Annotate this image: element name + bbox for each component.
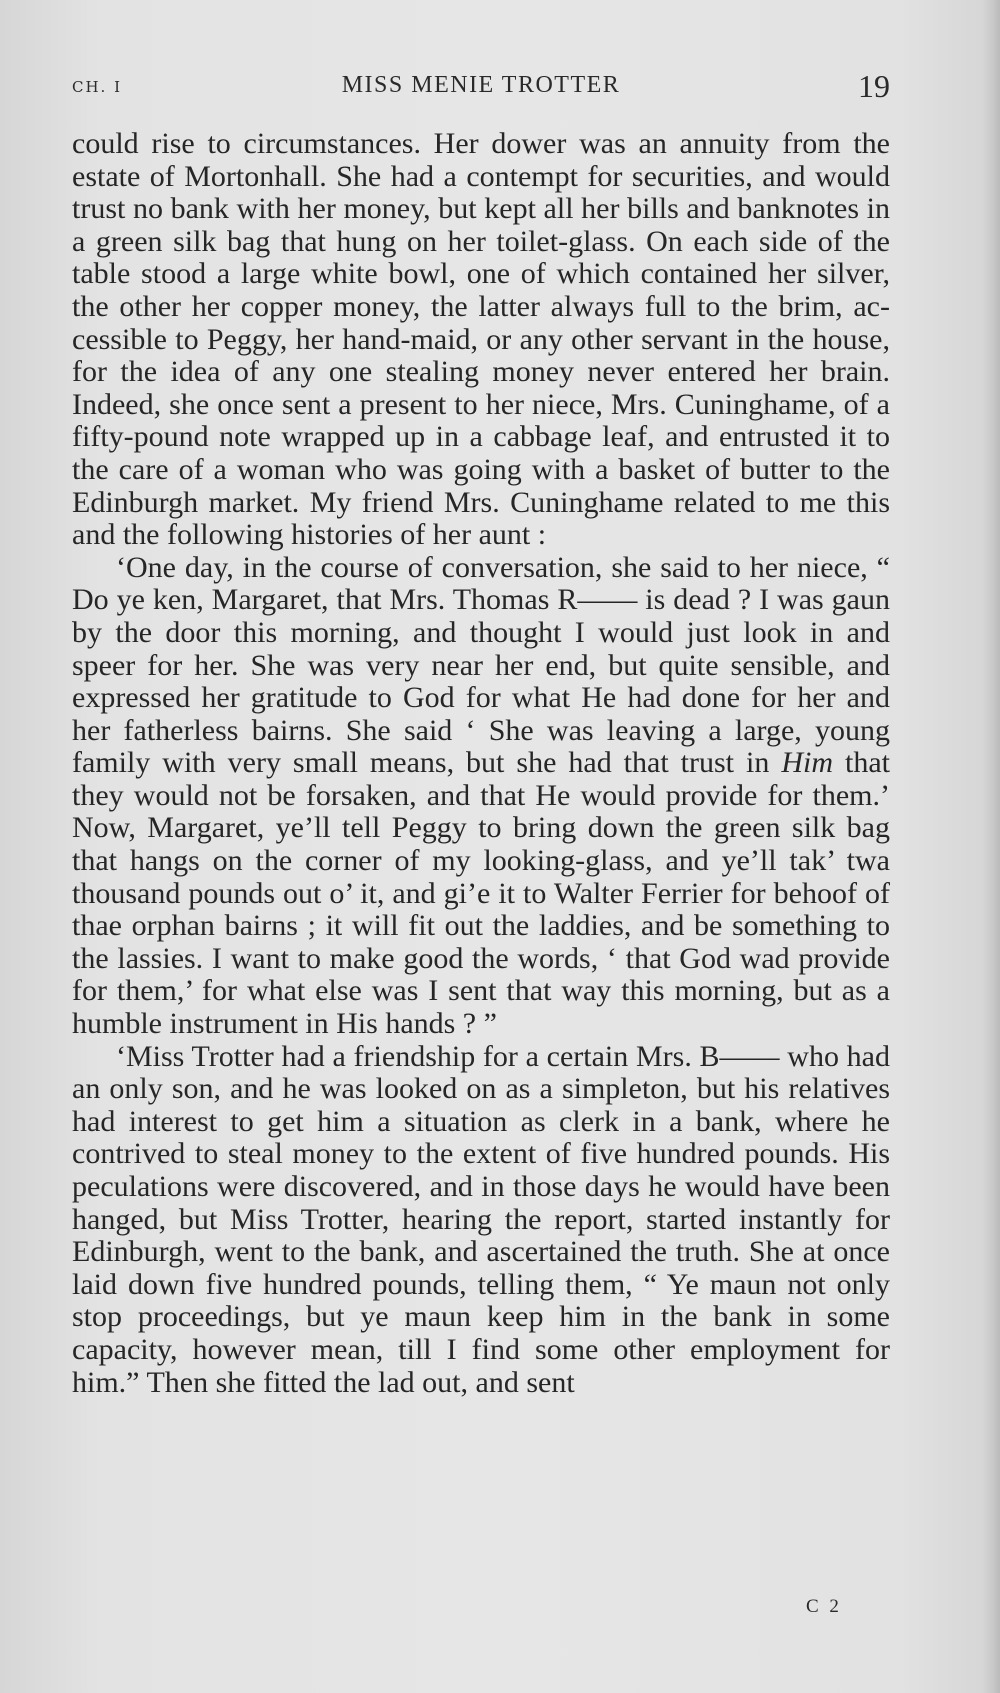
text-run: ‘One day, in the course of conversation, she said to her niece, “ Do ye ken, Margaret, that Mrs. Thomas R—— is dead ? I was gaun by the door this morning, and thought I would just look in and speer for her. She was very near her end, but quite sensible, and expressed her gratitude to God for what He had done for her and her fatherless bairns. She said ‘ She was leaving a large, young family with very small means, but she had that trust in [72,550,890,780]
text-run: could rise to circumstances. Her dower was an annuity from the estate of Mortonhall. She had a contempt for securities, and would trust no bank with her money, but kept all her bills and banknotes in a green silk bag that hung on her toilet-glass. On each side of the table stood a large white bowl, one of which contained her silver, the other her copper money, the latter always full to the brim, accessible to Peggy, her hand-maid, or any other servant in the house, for the idea of any one stealing money never entered her brain. Indeed, she once sent a present to her niece, Mrs. Cuninghame, of a fifty-pound note wrapped up in a cabbage leaf, and entrusted it to the care of a woman who was going with a basket of butter to the Edinburgh market. My friend Mrs. Cuninghame related to me this and the following histories of her aunt : [72,127,890,552]
running-title: MISS MENIE TROTTER [341,72,621,98]
text-run: that they would not be forsaken, and that He would provide for them.’ Now, Margaret, ye’ll tell Peggy to bring down the green silk bag that hangs on the corner of my looking-glass, and ye’ll tak’ twa thousand pounds out o’ it, and gi’e it to Walter Ferrier for behoof of thae orphan bairns ; it will fit out the laddies, and be something to the lassies. I want to make good the words, ‘ that God wad provide for them,’ for what else was I sent that way this morning, but as a humble instrument in His hands ? ” [72,746,890,1041]
paragraph [72,552,890,1041]
italic-text: Him [781,746,833,780]
paragraph [72,1041,890,1400]
chapter-label: CH. I [72,78,123,96]
body-text [72,128,890,1399]
page-gutter-shadow [982,0,1000,1693]
running-head [72,70,890,110]
text-run: ‘Miss Trotter had a friendship for a certain Mrs. B—— who had an only son, and he was looked on as a simpleton, but his relatives had interest to get him a situation as clerk in a bank, where he contrived to steal money to the extent of five hundred pounds. His peculations were discovered, and in those days he would have been hanged, but Miss Trotter, hearing the report, started instantly for Edinburgh, went to the bank, and ascertained the truth. She at once laid down five hundred pounds, telling them, “ Ye maun not only stop proceedings, but ye maun keep him in the bank in some capacity, however mean, till I find some other employment for him.” Then she fitted the lad out, and sent [72,1039,890,1399]
signature-mark: C 2 [806,1596,842,1617]
paragraph [72,128,890,552]
page-number: 19 [858,68,890,104]
